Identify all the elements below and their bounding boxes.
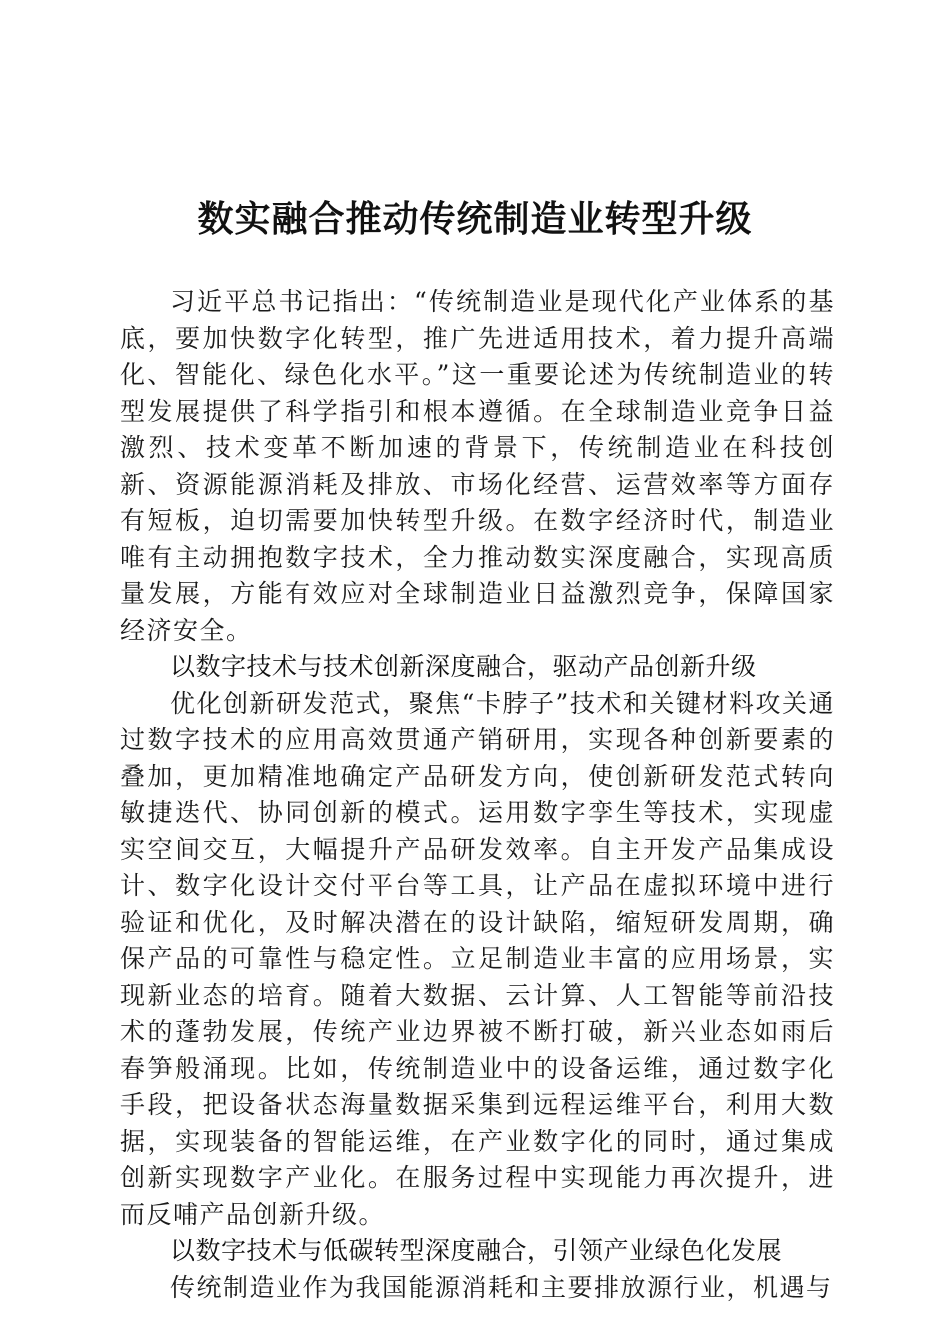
intro-paragraph: 习近平总书记指出：“传统制造业是现代化产业体系的基底，要加快数字化转型，推广先进适用技术，着力提升高端化、智能化、绿色化水平。”这一重要论述为传统制造业的转型发展提供了科学指引和根本遵循。在全球制造业竞争日益激烈、技术变革不断加速的背景下，传统制造业在科技创新、资源能源消耗及排放、市场化经营、运营效率等方面存有短板，迫切需要加快转型升级。在数字经济时代，制造业唯有主动拥抱数字技术，全力推动数实深度融合，实现高质量发展，方能有效应对全球制造业日益激烈竞争，保障国家经济安全。: [120, 287, 835, 645]
section1-heading: 以数字技术与技术创新深度融合，驱动产品创新升级: [170, 652, 757, 681]
document-body: [120, 284, 835, 1306]
document-title: 数实融合推动传统制造业转型升级: [197, 198, 753, 240]
section1-paragraph: 优化创新研发范式，聚焦“卡脖子”技术和关键材料攻关通过数字技术的应用高效贯通产销研用，实现各种创新要素的叠加，更加精准地确定产品研发方向，使创新研发范式转向敏捷迭代、协同创新的模式。运用数字孪生等技术，实现虚实空间交互，大幅提升产品研发效率。自主开发产品集成设计、数字化设计交付平台等工具，让产品在虚拟环境中进行验证和优化，及时解决潜在的设计缺陷，缩短研发周期，确保产品的可靠性与稳定性。立足制造业丰富的应用场景，实现新业态的培育。随着大数据、云计算、人工智能等前沿技术的蓬勃发展，传统产业边界被不断打破，新兴业态如雨后春笋般涌现。比如，传统制造业中的设备运维，通过数字化手段，把设备状态海量数据采集到远程运维平台，利用大数据，实现装备的智能运维，在产业数字化的同时，通过集成创新实现数字产业化。在服务过程中实现能力再次提升，进而反哺产品创新升级。: [120, 688, 835, 1229]
section2-heading: 以数字技术与低碳转型深度融合，引领产业绿色化发展: [170, 1236, 783, 1265]
section2-paragraph: 传统制造业作为我国能源消耗和主要排放源行业，机遇与: [170, 1272, 833, 1302]
